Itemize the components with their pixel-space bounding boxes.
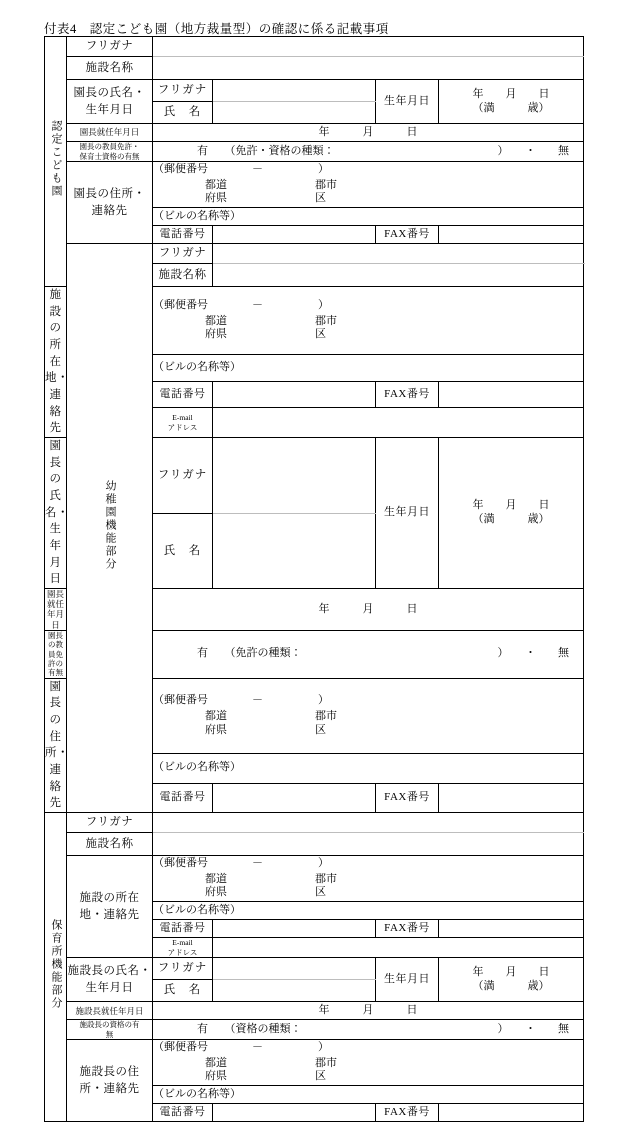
- input-facility-building-s2[interactable]: （ビルの名称等）: [153, 355, 584, 382]
- license-yesno-s2[interactable]: [153, 647, 583, 661]
- label-furigana-director-s3: フリガナ: [153, 958, 213, 980]
- region-label-s3: 都道 郡市: [205, 872, 337, 885]
- table-row: [45, 142, 584, 162]
- table-row: [45, 162, 584, 208]
- label-dob-s1: 生年月日: [376, 80, 439, 124]
- input-director-dob-s3[interactable]: 年 月 日 （満 歳）: [439, 958, 584, 1002]
- input-director-tel-s3[interactable]: [213, 1104, 376, 1122]
- label-principal-address-s2: 園長の住所・ 連絡先: [45, 678, 67, 812]
- confirmation-form-table: [44, 36, 584, 1122]
- zip-label-addr-s2: （郵便番号 － ）: [153, 694, 329, 707]
- input-facility-tel-s3[interactable]: [213, 920, 376, 938]
- input-email-s2[interactable]: [213, 408, 584, 438]
- label-furigana-principal-s1: フリガナ: [153, 80, 213, 102]
- input-principal-fax-s2[interactable]: [439, 783, 584, 813]
- license-yes-s2[interactable]: 有 （免許の種類：: [197, 647, 302, 660]
- input-principal-dob-s1[interactable]: 年 月 日 （満 歳）: [439, 80, 584, 124]
- table-row: [45, 80, 584, 102]
- input-principal-name-s1[interactable]: [213, 102, 376, 124]
- qualification-no-s3[interactable]: ） ・ 無: [497, 1022, 569, 1035]
- label-facility-address-s2: 施設の所在 地・連絡先: [45, 287, 67, 438]
- table-row: [45, 1040, 584, 1086]
- label-qualification-s3: 施設長の資格の有 無: [67, 1020, 153, 1040]
- label-facility-name-s1: 施設名称: [67, 57, 153, 80]
- input-director-fax-s3[interactable]: [439, 1104, 584, 1122]
- table-row: [45, 37, 584, 57]
- label-principal-name-dob-s1: 園長の氏名・ 生年月日: [67, 80, 153, 124]
- input-principal-tel-s2[interactable]: [213, 783, 376, 813]
- label-director-name-s3: 氏 名: [153, 980, 213, 1002]
- label-appointment-date-s3: 施設長就任年月日: [67, 1002, 153, 1020]
- input-facility-fax-s2[interactable]: [439, 381, 584, 408]
- zip-label-s2: （郵便番号 － ）: [153, 298, 329, 311]
- input-principal-name-s2[interactable]: [213, 513, 376, 589]
- zip-label-s3: （郵便番号 － ）: [153, 856, 329, 869]
- input-director-building-s3[interactable]: （ビルの名称等）: [153, 1086, 584, 1104]
- zip-label-s1: （郵便番号 － ）: [153, 162, 329, 175]
- label-facility-name-s2: 施設名称: [153, 264, 213, 287]
- license-no-s2[interactable]: ） ・ 無: [497, 647, 569, 660]
- label-principal-name-s2: 氏 名: [153, 513, 213, 589]
- section-label-hoikusho: [45, 813, 67, 1122]
- table-row: [45, 57, 584, 80]
- page-title: 付表4 認定こども園（地方裁量型）の確認に係る記載事項: [44, 22, 389, 36]
- label-license-s2: 園長の教員免許の 有無: [45, 630, 67, 678]
- region-label-addr-s2: 都道 郡市: [205, 710, 337, 723]
- input-fax-s1[interactable]: [439, 226, 584, 244]
- input-facility-address-s3[interactable]: [153, 856, 584, 902]
- input-furigana-facility-s2[interactable]: [213, 244, 584, 264]
- label-principal-name-s1: 氏 名: [153, 102, 213, 124]
- label-email-s2: E-mail アドレス: [153, 408, 213, 438]
- label-director-address-s3: 施設長の住 所・連絡先: [67, 1040, 153, 1122]
- input-appointment-date-s1[interactable]: 年 月 日: [153, 124, 584, 142]
- zip-label-addr-s3: （郵便番号 － ）: [153, 1040, 329, 1053]
- qualification-yes-s3[interactable]: 有 （資格の種類：: [197, 1022, 302, 1035]
- region-label-s1: 都道 郡市: [205, 178, 337, 191]
- label-dob-s2: 生年月日: [376, 438, 439, 589]
- label-principal-fax-s2: FAX番号: [376, 783, 439, 813]
- label-facility-tel-s2: 電話番号: [153, 381, 213, 408]
- label-facility-address-s3: 施設の所在 地・連絡先: [67, 856, 153, 958]
- label-director-name-dob-s3: 施設長の氏名・ 生年月日: [67, 958, 153, 1002]
- label-director-tel-s3: 電話番号: [153, 1104, 213, 1122]
- label-facility-fax-s3: FAX番号: [376, 920, 439, 938]
- input-facility-address-s2[interactable]: [153, 287, 584, 355]
- section-label-youchien: [67, 244, 153, 813]
- table-row: [45, 1020, 584, 1040]
- table-row: [45, 833, 584, 856]
- region-label-s2: 都道 郡市: [205, 314, 337, 327]
- label-furigana-principal-s2: フリガナ: [153, 438, 213, 514]
- label-email-s3: E-mail アドレス: [153, 938, 213, 958]
- input-furigana-principal-s1[interactable]: [213, 80, 376, 102]
- region-label2-s1: 府県 区: [205, 192, 326, 205]
- label-furigana-facility-s2: フリガナ: [153, 244, 213, 264]
- region-label2-addr-s2: 府県 区: [205, 723, 326, 736]
- label-fax-s1: FAX番号: [376, 226, 439, 244]
- region-label2-s2: 府県 区: [205, 328, 326, 341]
- license-yesno-s1[interactable]: [153, 145, 583, 159]
- table-row: [45, 1002, 584, 1020]
- label-facility-name-s3: 施設名称: [67, 833, 153, 856]
- input-furigana-director-s3[interactable]: [213, 958, 376, 980]
- input-facility-name-s3[interactable]: [153, 833, 584, 856]
- input-facility-name-s2[interactable]: [213, 264, 584, 287]
- label-furigana-facility-s1: フリガナ: [67, 37, 153, 57]
- input-director-name-s3[interactable]: [213, 980, 376, 1002]
- table-row: [45, 813, 584, 833]
- input-furigana-facility-s1[interactable]: [153, 37, 584, 57]
- input-principal-building-s2[interactable]: （ビルの名称等）: [153, 754, 584, 783]
- input-qualification-s3[interactable]: [153, 1020, 584, 1040]
- input-appointment-date-s2[interactable]: 年 月 日: [153, 589, 584, 631]
- region-label2-addr-s3: 府県 区: [205, 1070, 326, 1083]
- region-label2-s3: 府県 区: [205, 886, 326, 899]
- label-principal-name-dob-s2: 園長の氏名・ 生年月日: [45, 438, 67, 589]
- section-label-text: 保育所機能部分: [50, 919, 62, 1011]
- label-director-fax-s3: FAX番号: [376, 1104, 439, 1122]
- section-label-text: 認定こども園: [50, 120, 62, 199]
- label-appointment-date-s2: 園長就任年月日: [45, 589, 67, 631]
- label-facility-fax-s2: FAX番号: [376, 381, 439, 408]
- input-facility-fax-s3[interactable]: [439, 920, 584, 938]
- input-furigana-facility-s3[interactable]: [153, 813, 584, 833]
- table-row: [45, 244, 584, 264]
- qualification-yesno-s3[interactable]: [153, 1023, 583, 1037]
- input-license-s2[interactable]: [153, 630, 584, 678]
- license-yes-s1[interactable]: 有 （免許・資格の種類：: [197, 144, 335, 157]
- section-label-text: 幼稚園機能部分: [104, 480, 116, 572]
- label-principal-tel-s2: 電話番号: [153, 783, 213, 813]
- input-email-s3[interactable]: [213, 938, 584, 958]
- label-dob-s3: 生年月日: [376, 958, 439, 1002]
- label-tel-s1: 電話番号: [153, 226, 213, 244]
- label-furigana-facility-s3: フリガナ: [67, 813, 153, 833]
- label-license-s1: 園長の教員免許・ 保育士資格の有無: [67, 142, 153, 162]
- input-appointment-date-s3[interactable]: 年 月 日: [153, 1002, 584, 1020]
- label-principal-address-s1: 園長の住所・ 連絡先: [67, 162, 153, 244]
- table-row: [45, 958, 584, 980]
- input-license-s1[interactable]: [153, 142, 584, 162]
- input-building-s1[interactable]: （ビルの名称等）: [153, 208, 584, 226]
- license-no-s1[interactable]: ） ・ 無: [497, 144, 569, 157]
- label-appointment-date-s1: 園長就任年月日: [67, 124, 153, 142]
- table-row: [45, 124, 584, 142]
- input-furigana-principal-s2[interactable]: [213, 438, 376, 514]
- input-director-address-s3[interactable]: [153, 1040, 584, 1086]
- input-facility-name-s1[interactable]: [153, 57, 584, 80]
- input-principal-address-s1[interactable]: [153, 162, 584, 208]
- section-label-ninteikodomoen: [45, 37, 67, 287]
- input-principal-address-s2[interactable]: [153, 678, 584, 753]
- region-label-addr-s3: 都道 郡市: [205, 1056, 337, 1069]
- input-facility-tel-s2[interactable]: [213, 381, 376, 408]
- input-principal-dob-s2[interactable]: 年 月 日 （満 歳）: [439, 438, 584, 589]
- input-tel-s1[interactable]: [213, 226, 376, 244]
- table-row: [45, 856, 584, 902]
- input-facility-building-s3[interactable]: （ビルの名称等）: [153, 902, 584, 920]
- label-facility-tel-s3: 電話番号: [153, 920, 213, 938]
